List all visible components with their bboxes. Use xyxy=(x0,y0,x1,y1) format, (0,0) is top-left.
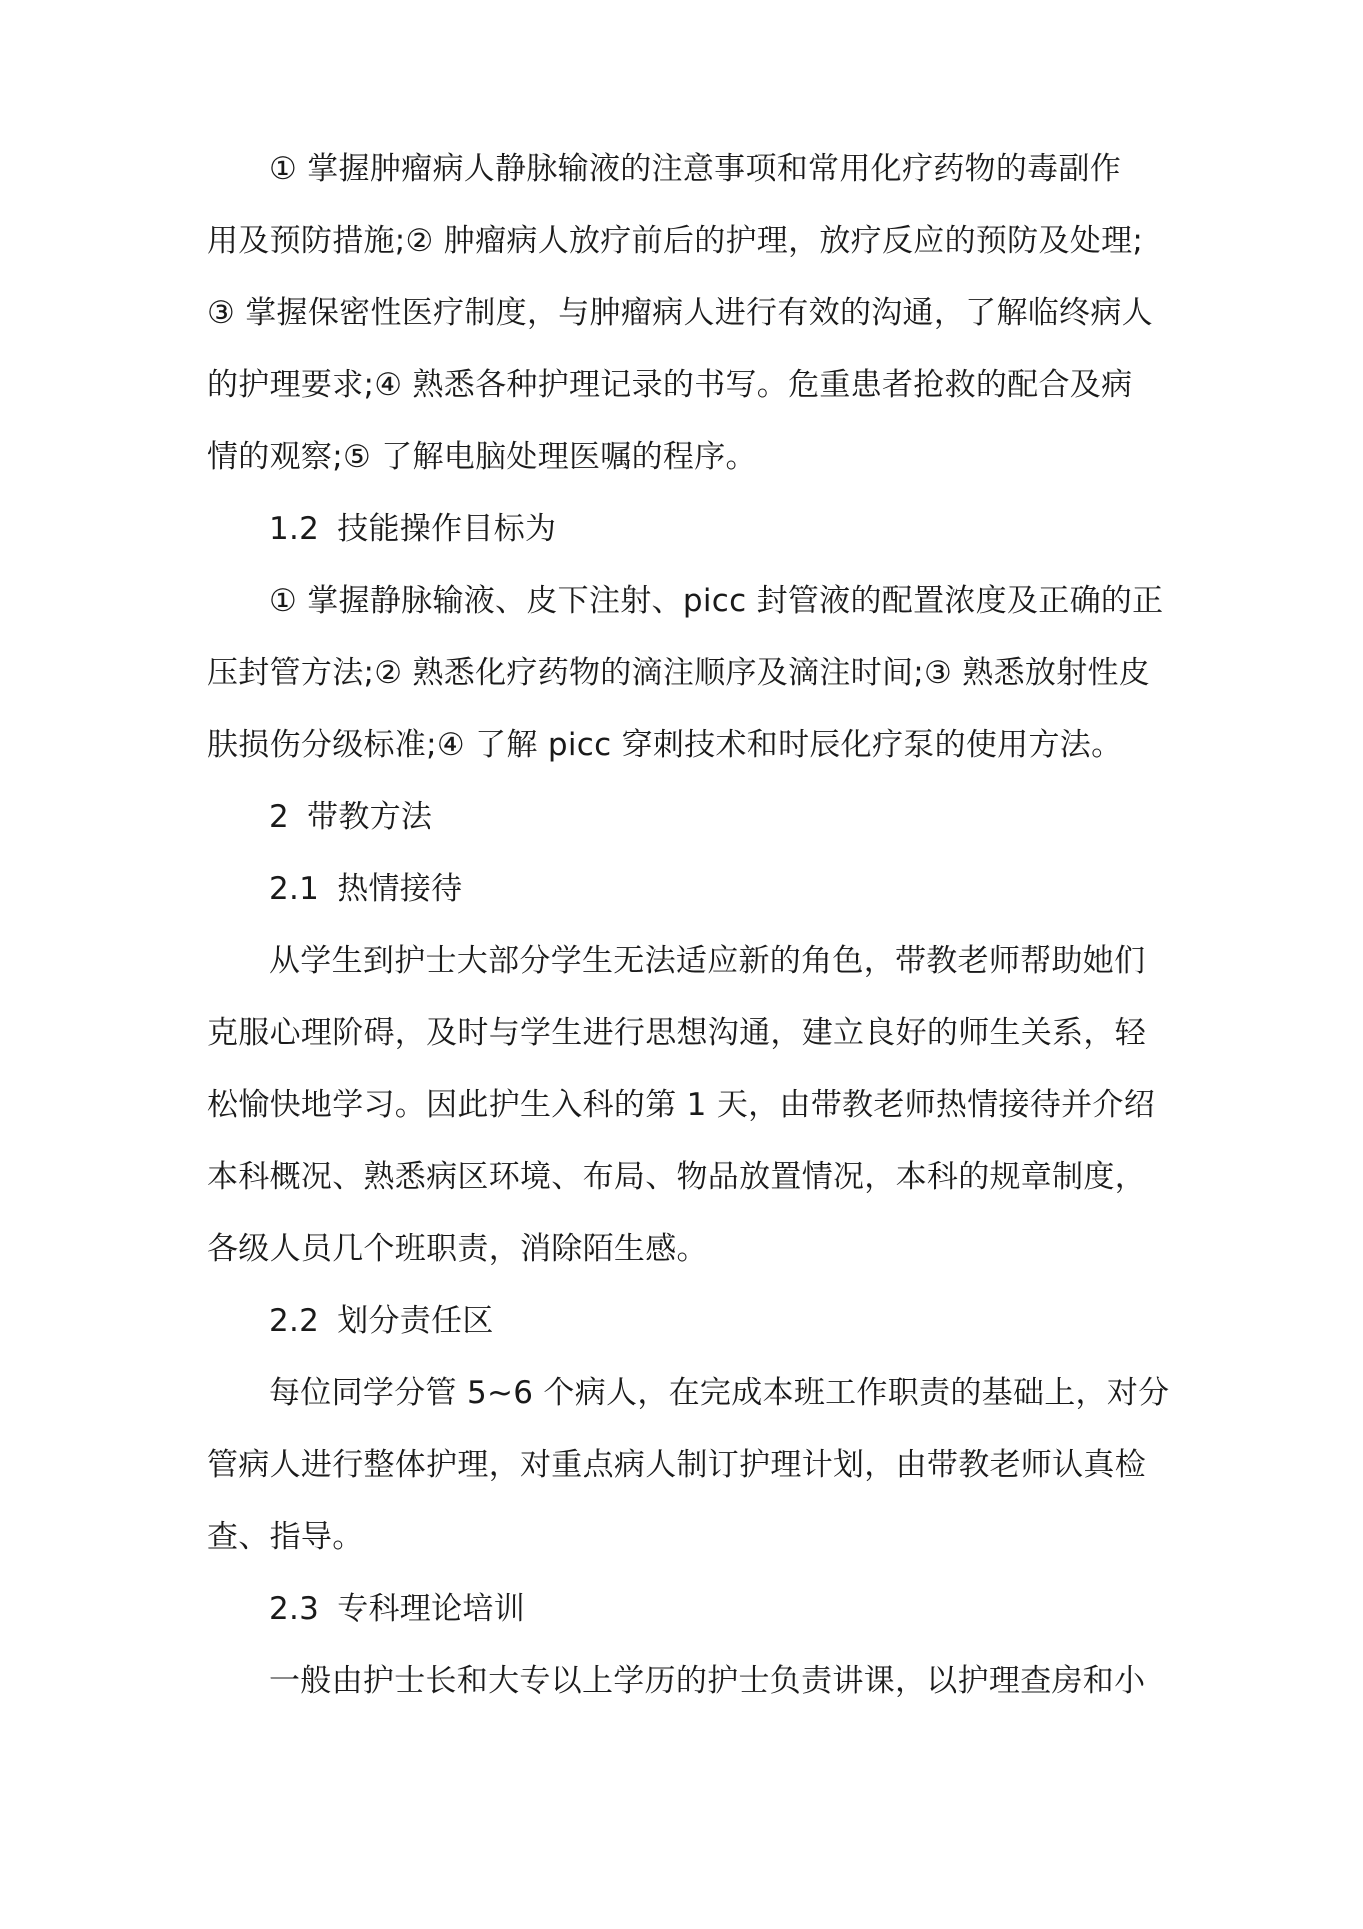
section-heading xyxy=(207,853,1187,925)
paragraph-line: 用及预防措施;② 肿瘤病人放疗前后的护理，放疗反应的预防及处理; xyxy=(207,223,1144,259)
document-body xyxy=(207,133,1187,1717)
paragraph-line: 查、指导。 xyxy=(207,1519,364,1555)
paragraph xyxy=(207,1357,1187,1573)
section-number: 2 xyxy=(269,799,290,835)
section-title: 技能操作目标为 xyxy=(337,511,557,547)
paragraph xyxy=(207,565,1187,781)
section-title: 热情接待 xyxy=(337,871,463,907)
section-number: 2.1 xyxy=(269,871,320,907)
section-number: 2.2 xyxy=(269,1303,320,1339)
paragraph-line: 压封管方法;② 熟悉化疗药物的滴注顺序及滴注时间;③ 熟悉放射性皮 xyxy=(207,655,1151,691)
paragraph-line: ① 掌握肿瘤病人静脉输液的注意事项和常用化疗药物的毒副作 xyxy=(269,151,1122,187)
paragraph-line: 肤损伤分级标准;④ 了解 picc 穿刺技术和时辰化疗泵的使用方法。 xyxy=(207,727,1123,763)
paragraph-line: ① 掌握静脉输液、皮下注射、picc 封管液的配置浓度及正确的正 xyxy=(269,583,1164,619)
section-number: 1.2 xyxy=(269,511,320,547)
section-heading xyxy=(207,781,1187,853)
paragraph-line: 的护理要求;④ 熟悉各种护理记录的书写。危重患者抢救的配合及病 xyxy=(207,367,1133,403)
section-heading xyxy=(207,493,1187,565)
paragraph xyxy=(207,1645,1187,1717)
paragraph-line: 情的观察;⑤ 了解电脑处理医嘱的程序。 xyxy=(207,439,757,475)
paragraph xyxy=(207,925,1187,1285)
paragraph-line: 每位同学分管 5~6 个病人，在完成本班工作职责的基础上，对分 xyxy=(269,1375,1170,1411)
paragraph-line: ③ 掌握保密性医疗制度，与肿瘤病人进行有效的沟通，了解临终病人 xyxy=(207,295,1153,331)
section-title: 带教方法 xyxy=(307,799,433,835)
section-heading xyxy=(207,1573,1187,1645)
paragraph-line: 从学生到护士大部分学生无法适应新的角色，带教老师帮助她们 xyxy=(269,943,1146,979)
section-title: 划分责任区 xyxy=(337,1303,494,1339)
section-title: 专科理论培训 xyxy=(337,1591,526,1627)
paragraph-line: 一般由护士长和大专以上学历的护士负责讲课，以护理查房和小 xyxy=(269,1663,1146,1699)
paragraph-line: 克服心理阶碍，及时与学生进行思想沟通，建立良好的师生关系，轻 xyxy=(207,1015,1146,1051)
paragraph xyxy=(207,133,1187,493)
section-number: 2.3 xyxy=(269,1591,320,1627)
section-heading xyxy=(207,1285,1187,1357)
paragraph-line: 各级人员几个班职责，消除陌生感。 xyxy=(207,1231,708,1267)
paragraph-line: 松愉快地学习。因此护生入科的第 1 天，由带教老师热情接待并介绍 xyxy=(207,1087,1156,1123)
paragraph-line: 管病人进行整体护理，对重点病人制订护理计划，由带教老师认真检 xyxy=(207,1447,1146,1483)
paragraph-line: 本科概况、熟悉病区环境、布局、物品放置情况，本科的规章制度， xyxy=(207,1159,1146,1195)
